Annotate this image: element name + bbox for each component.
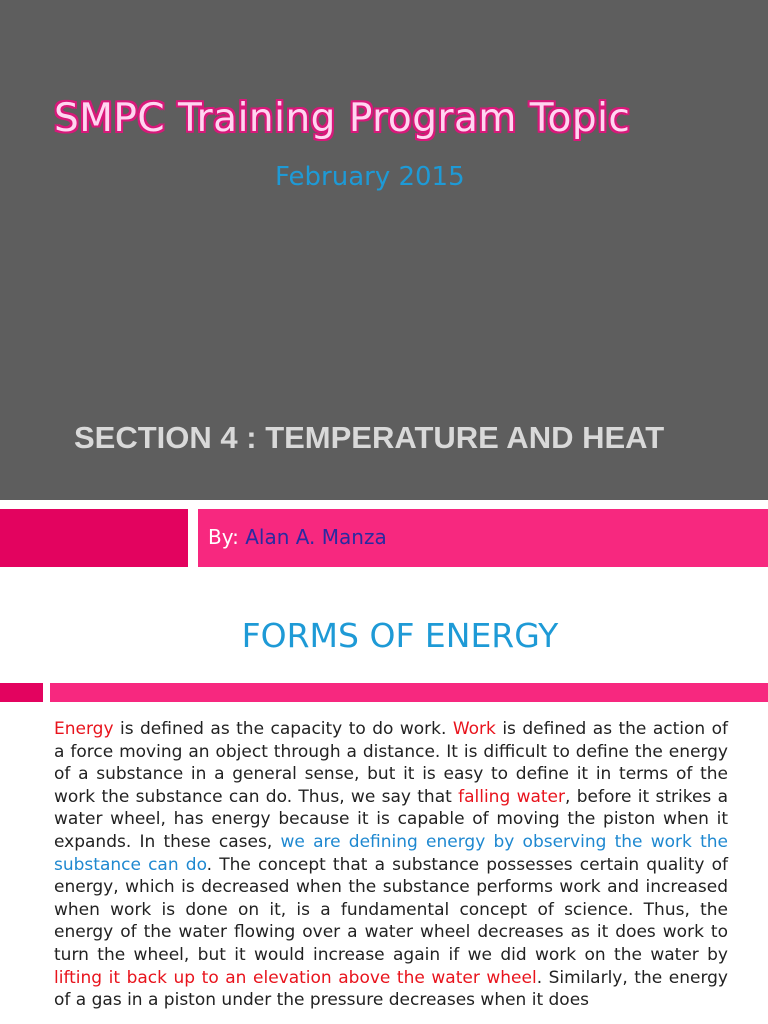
section-title: SECTION 4 : TEMPERATURE AND HEAT (74, 420, 665, 455)
paragraph-text-segment: , before it strikes a water wheel, has energy because it is capable of moving the piston when it expands. In these cases, (54, 786, 729, 852)
paragraph-text-segment: . Similarly, the energy of a gas in a piston under the pressure decreases when it does (54, 967, 728, 1011)
byline (208, 525, 387, 549)
highlighted-text-segment: we are defining energy by observing the work the substance can do (54, 831, 728, 875)
paragraph-text-segment: is defined as the capacity to do work. (113, 719, 453, 739)
content-heading: FORMS OF ENERGY (241, 616, 559, 655)
byline-accent-block (0, 509, 188, 567)
title-slide (0, 0, 768, 500)
slide-date: February 2015 (275, 162, 465, 192)
highlighted-text-segment: falling water (458, 786, 566, 807)
paragraph-text-segment: . The concept that a substance possesses certain quality of energy, which is decreased when the substance performs work and increased when work is done on it, is a fundamental concept of science. Thus, the energy of the water flowing over a water wheel decreases as it does work to turn the wheel, but it would increase again if we did work on the water by (54, 854, 728, 965)
heading-accent-bar (50, 683, 768, 702)
body-paragraph (54, 718, 728, 1012)
highlighted-text-segment: lifting it back up to an elevation above the water wheel (54, 967, 537, 988)
paragraph-text-segment: is defined as the action of a force moving an object through a distance. It is difficult to define the energy of a substance in a general sense, but it is easy to define it in terms of the work the substance can do. Thus, we say that (54, 719, 728, 807)
highlighted-text-segment: Energy (54, 719, 114, 739)
byline-label: By: (208, 525, 239, 549)
highlighted-text-segment: Work (452, 719, 496, 739)
slide-title: SMPC Training Program Topic (54, 96, 631, 141)
author-name: Alan A. Manza (245, 525, 387, 549)
heading-accent-block (0, 683, 43, 702)
